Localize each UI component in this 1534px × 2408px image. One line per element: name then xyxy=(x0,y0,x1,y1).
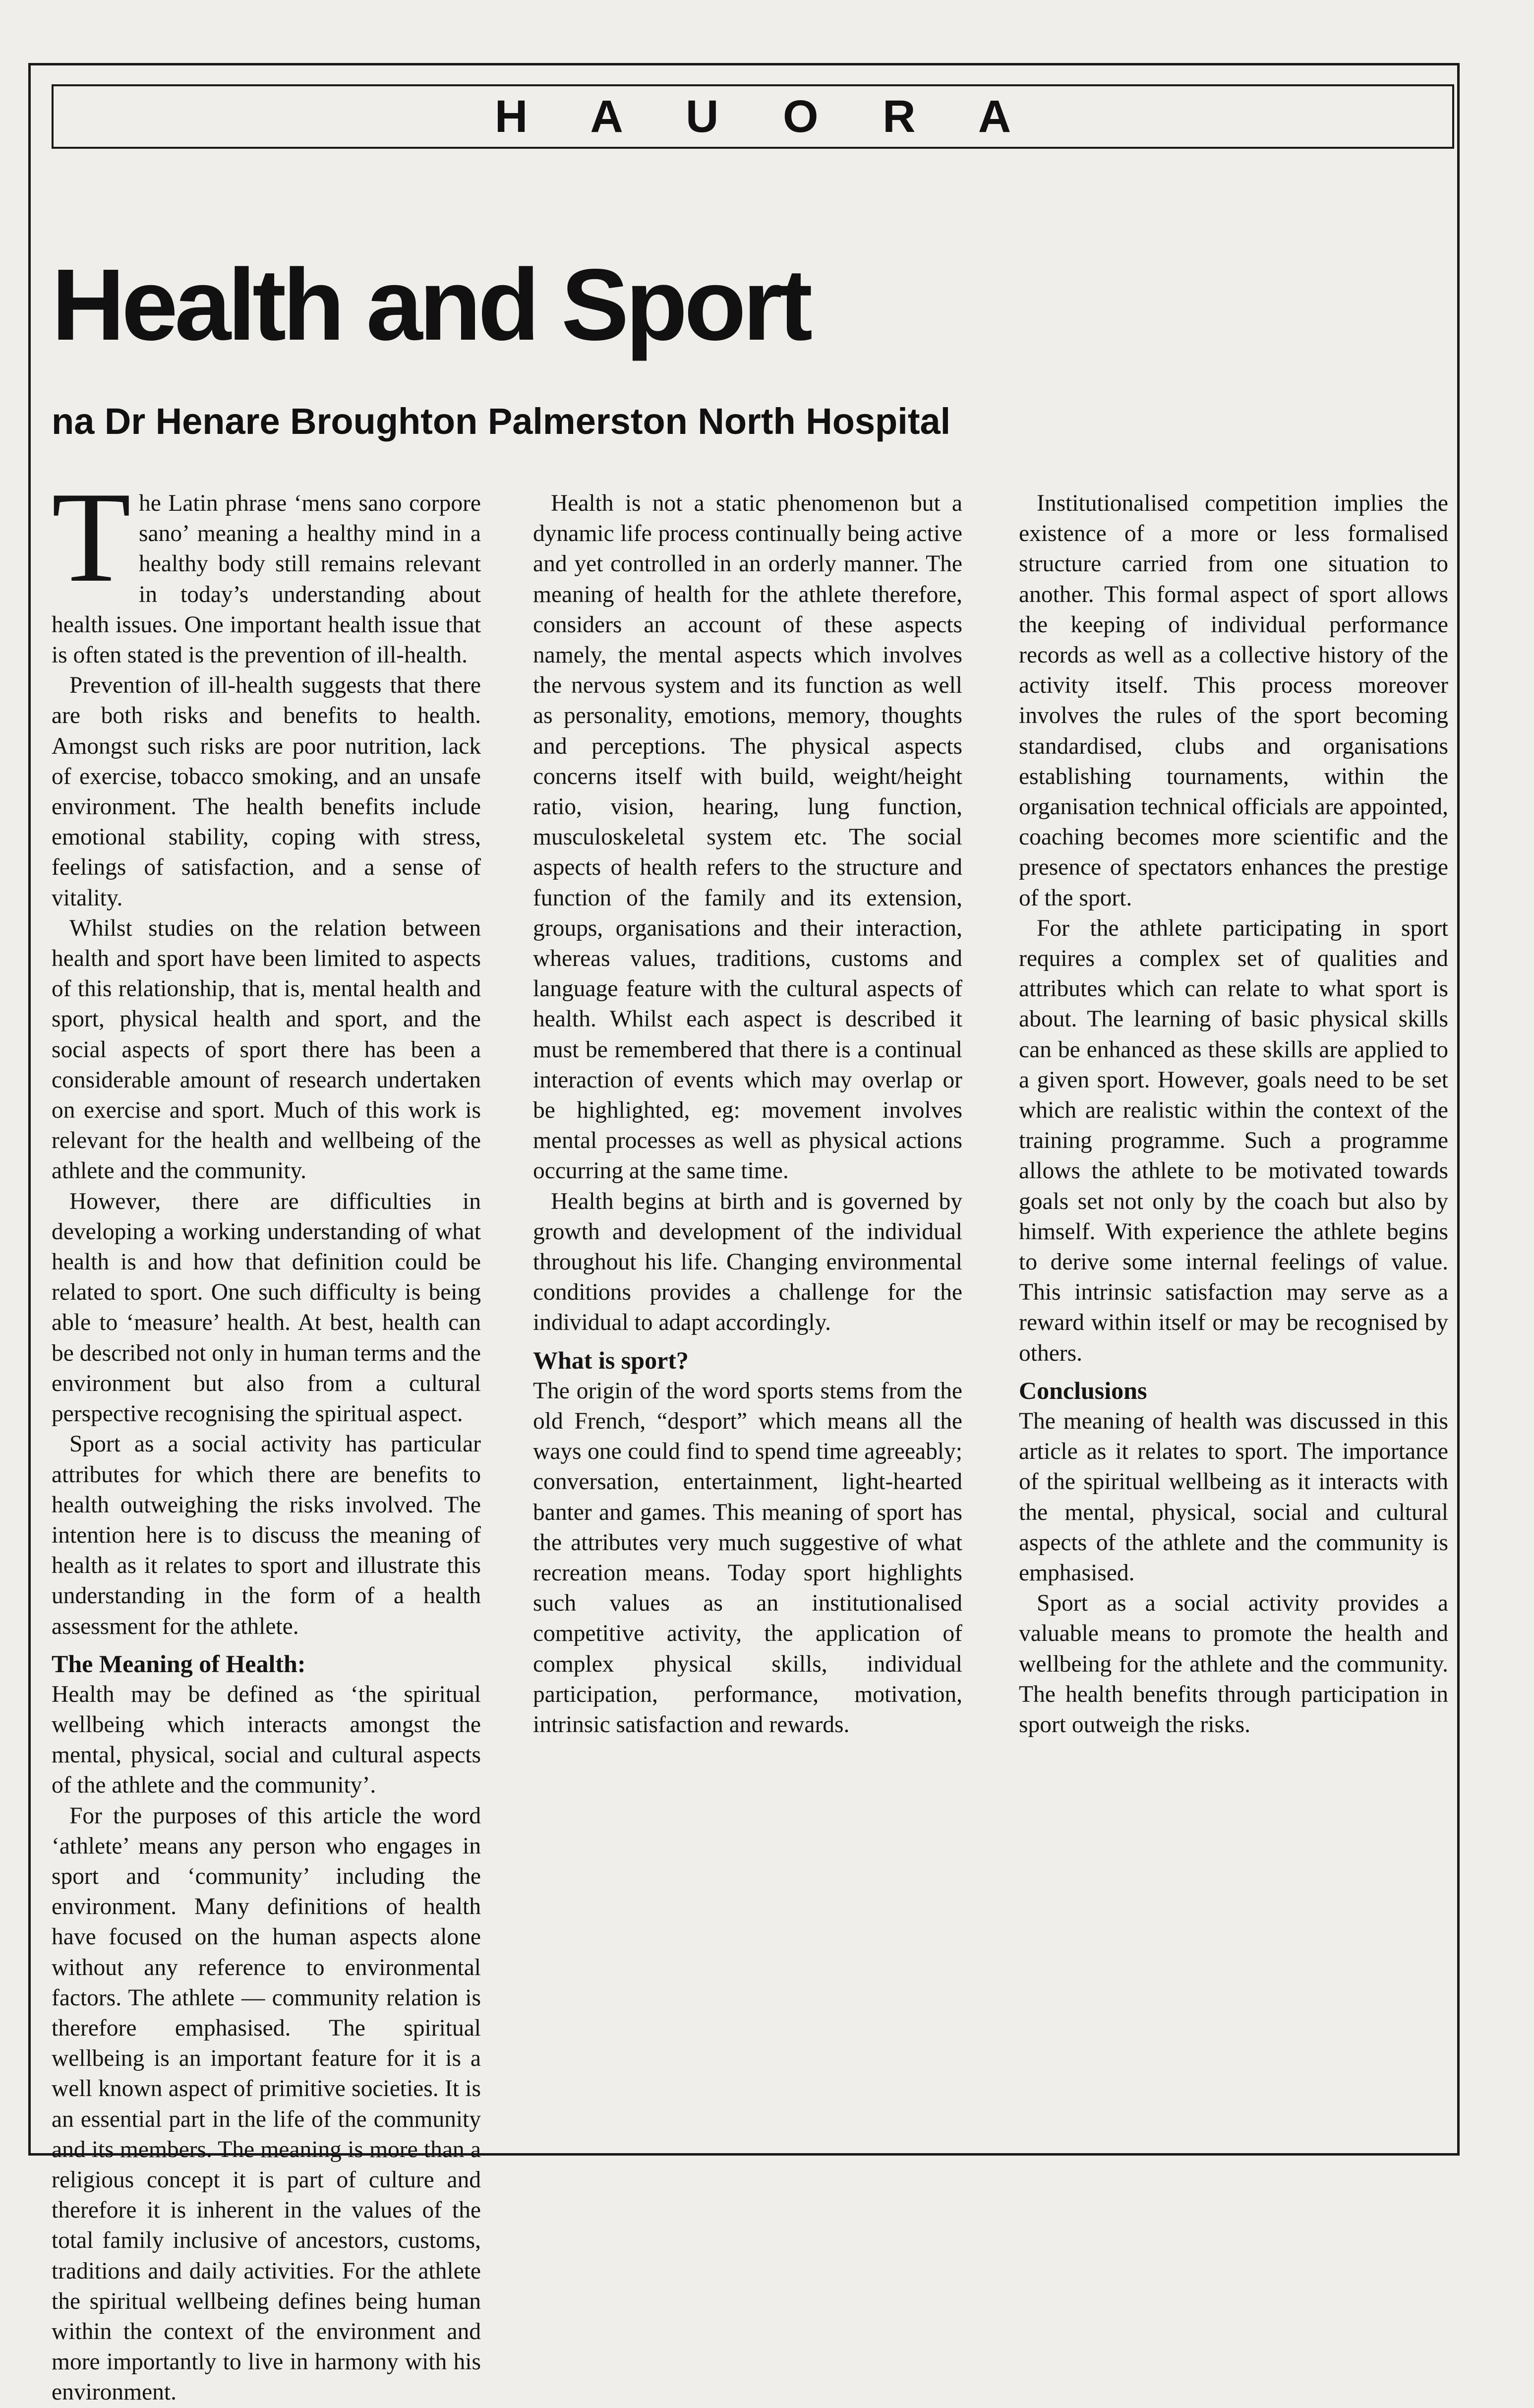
paragraph: Prevention of ill-health suggests that there are both risks and benefits to health. Amongst such risks are poor nutrition, lack of exercise, tobacco smoking, and an unsafe environment. The health benefits include emotional stability, coping with stress, feelings of satisfaction, and a sense of vitality. xyxy=(52,672,481,911)
paragraph: However, there are difficulties in developing a working understanding of what health is and how that definition could be related to sport. One such difficulty is being able to ‘measure’ health. At best, health can be described not only in human terms and the environment but also from a cultural perspective recognising the spiritual aspect. xyxy=(52,1188,481,1427)
paragraph: Sport as a social activity provides a valuable means to promote the health and wellbeing for the athlete and the community. The health benefits through participation in sport outweigh the risks. xyxy=(1019,1590,1448,1738)
article-column-1 xyxy=(52,465,481,2406)
paragraph: Whilst studies on the relation between health and sport have been limited to aspects of this relationship, that is, mental health and sport, physical health and sport, and the social aspects of sport there has been a considerable amount of research undertaken on exercise and sport. Much of this work is relevant for the health and wellbeing of the athlete and the community. xyxy=(52,915,481,1184)
subheading-conclusions: Conclusions xyxy=(1019,1376,1147,1404)
paragraph: Sport as a social activity has particular attributes for which there are benefits to health outweighing the risks involved. The intention here is to discuss the meaning of health as it relates to sport and illustrate this understanding in the form of a health assessment for the athlete. xyxy=(52,1431,481,1639)
paragraph: For the purposes of this article the word ‘athlete’ means any person who engages in sport and ‘community’ including the environment. Many definitions of health have focused on the human aspects alone without any reference to environmental factors. The athlete — community relation is therefore emphasised. The spiritual wellbeing is an important feature for it is a well known aspect of primitive societies. It is an essential part in the life of the community and its members. The meaning is more than a religious concept it is part of culture and therefore it is inherent in the values of the total family inclusive of ancestors, customs, traditions and daily activities. For the athlete the spiritual wellbeing defines being human within the context of the environment and more importantly to live in harmony with his environment. xyxy=(52,1803,481,2406)
paragraph: Health begins at birth and is governed by growth and development of the individual throughout his life. Changing environmental conditions provides a challenge for the individual to adapt accordingly. xyxy=(533,1188,962,1336)
paragraph: For the athlete participating in sport requires a complex set of qualities and attributes which can relate to what sport is about. The learning of basic physical skills can be enhanced as these skills are applied to a given sport. However, goals need to be set which are realistic within the context of the training programme. Such a programme allows the athlete to be motivated towards goals set not only by the coach but also by himself. With experience the athlete begins to derive some internal feelings of value. This intrinsic satisfaction may serve as a reward within itself or may be recognised by others. xyxy=(1019,915,1448,1366)
article-headline: Health and Sport xyxy=(52,248,810,361)
article-column-3 xyxy=(1019,488,1448,2135)
subheading-what-is-sport: What is sport? xyxy=(533,1346,689,1374)
article-byline: na Dr Henare Broughton Palmerston North Hospital xyxy=(52,401,951,442)
paragraph: The origin of the word sports stems from the old French, “desport” which means all the ways one could find to spend time agreeably; conversation, entertainment, light-hearted banter and games. This meaning of sport has the attributes very much suggestive of what recreation means. Today sport highlights such values as an institutionalised competitive activity, the application of complex physical skills, individual participation, performance, motivation, intrinsic satisfaction and rewards. xyxy=(533,1378,962,1738)
paragraph: Health is not a static phenomenon but a dynamic life process continually being active and yet controlled in an orderly manner. The meaning of health for the athlete therefore, considers an account of these aspects namely, the mental aspects which involves the nervous system and its function as well as personality, emotions, memory, thoughts and perceptions. The physical aspects concerns itself with build, weight/height ratio, vision, hearing, lung function, musculoskeletal system etc. The social aspects of health refers to the structure and function of the family and its extension, groups, organisations and their interaction, whereas values, traditions, customs and language feature with the cultural aspects of health. Whilst each aspect is described it must be remembered that there is a continual interaction of events which may overlap or be highlighted, eg: movement involves mental processes as well as physical actions occurring at the same time. xyxy=(533,490,962,1184)
paragraph xyxy=(52,465,481,670)
section-title: H A U O R A xyxy=(494,91,1037,142)
subheading-meaning-of-health: The Meaning of Health: xyxy=(52,1649,306,1678)
paragraph: Health may be defined as ‘the spiritual wellbeing which interacts amongst the mental, physical, social and cultural aspects of the athlete and the community’. xyxy=(52,1681,481,1799)
drop-cap: T xyxy=(52,465,131,609)
paragraph: Institutionalised competition implies the existence of a more or less formalised structure carried from one situation to another. This formal aspect of sport allows the keeping of individual performance records as well as a collective history of the activity itself. This process moreover involves the rules of the sport becoming standardised, clubs and organisations establishing tournaments, within the organisation technical officials are appointed, coaching becomes more scientific and the presence of spectators enhances the prestige of the sport. xyxy=(1019,490,1448,911)
section-banner xyxy=(52,84,1454,149)
article-column-2 xyxy=(533,488,962,2135)
paragraph: The meaning of health was discussed in this article as it relates to sport. The importance of the spiritual wellbeing as it interacts with the mental, physical, social and cultural aspects of the athlete and the community is emphasised. xyxy=(1019,1408,1448,1586)
paragraph-text: he Latin phrase ‘mens sano corpore sano’ meaning a healthy mind in a healthy body still remains relevant in today’s understanding about health issues. One important health issue that is often stated is the prevention of ill-health. xyxy=(52,490,481,668)
